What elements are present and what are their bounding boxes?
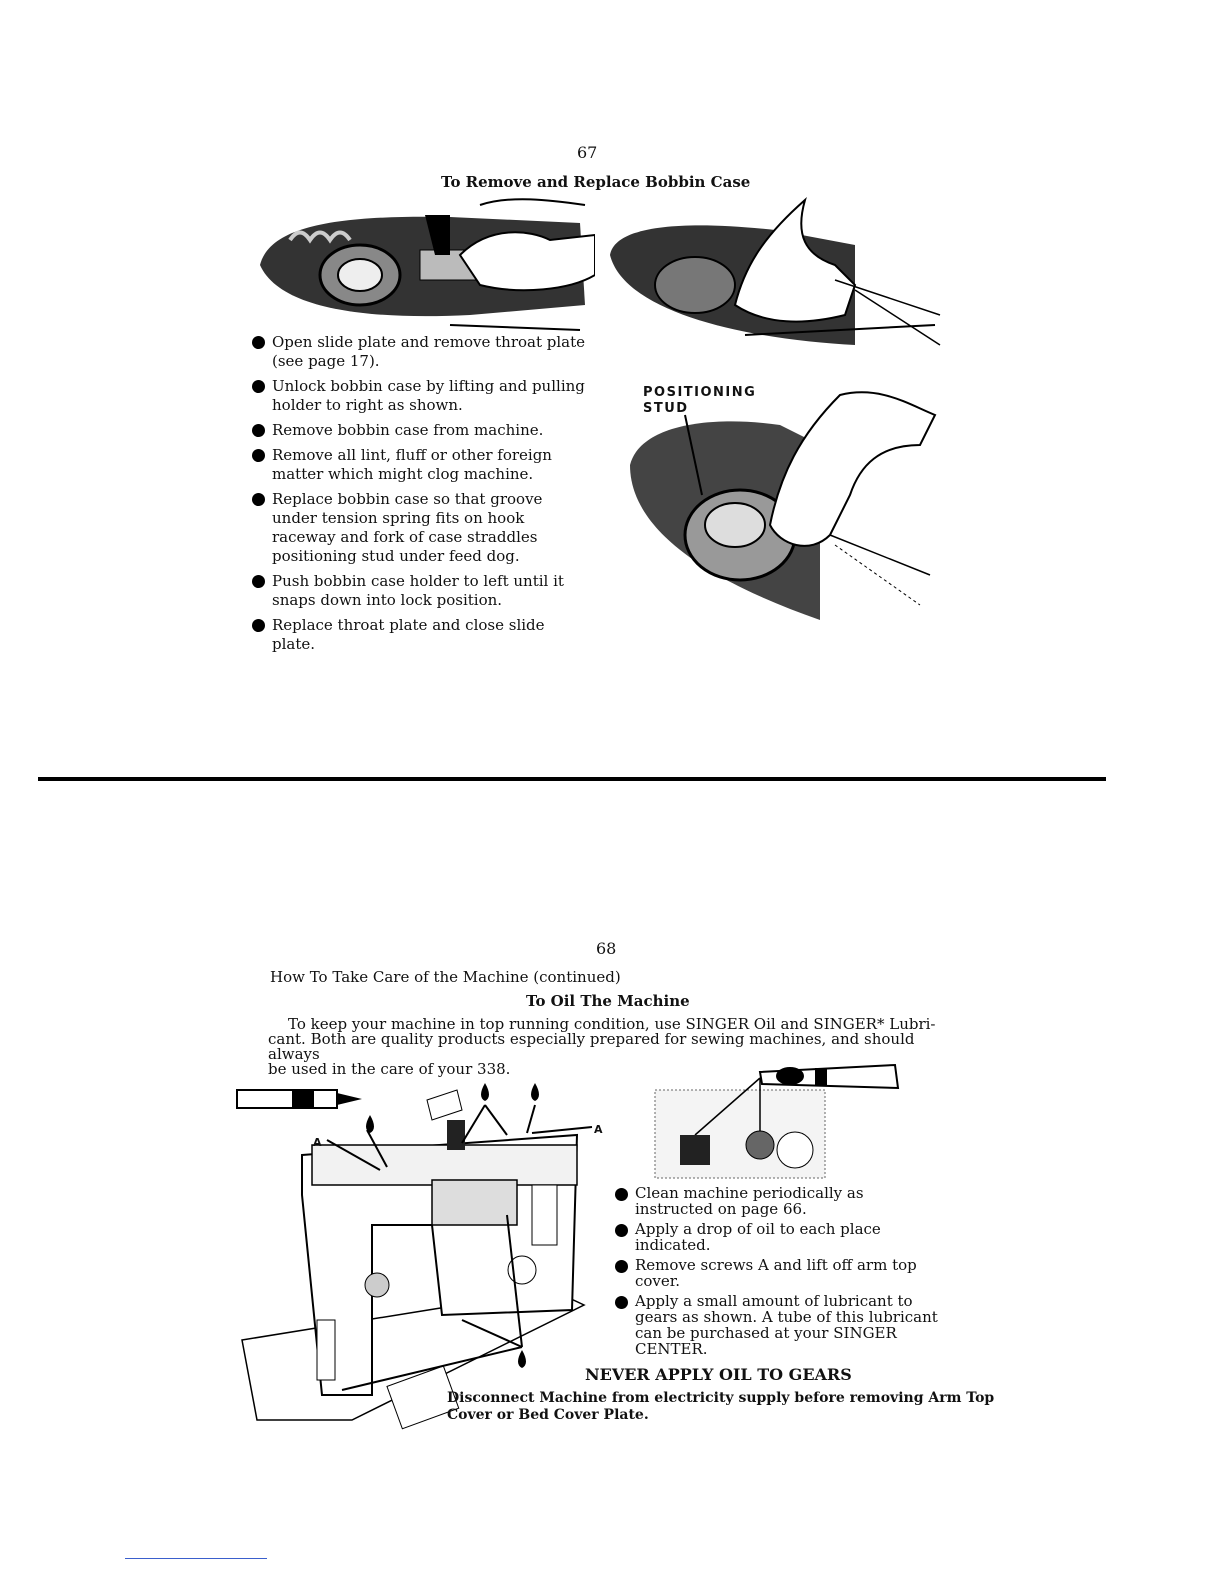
oil-can-icon	[237, 1090, 362, 1108]
lubricant-tube-icon	[760, 1065, 898, 1088]
page-67-title: To Remove and Replace Bobbin Case	[441, 173, 751, 191]
list-item: Apply a small amount of lubricant to gears as shown. A tube of this lubricant can be purchased at your SINGER CENTER.	[615, 1293, 940, 1357]
page-67-steps	[252, 333, 587, 660]
section-heading: How To Take Care of the Machine (continued)	[270, 968, 621, 986]
page-68-steps	[615, 1185, 940, 1361]
list-item: Apply a drop of oil to each place indicated.	[615, 1221, 940, 1253]
list-item: Push bobbin case holder to left until it snaps down into lock position.	[252, 572, 587, 610]
gears-lubricant-illustration	[650, 1060, 905, 1180]
sewing-machine-illustration	[232, 1075, 602, 1435]
footer-rule	[125, 1558, 267, 1559]
intro-paragraph: To keep your machine in top running condition, use SINGER Oil and SINGER* Lubri- cant. Both are quality products especially prepared for sewing machines, and should always be used in the care of your 338.	[268, 1015, 936, 1078]
list-item: Remove bobbin case from machine.	[252, 421, 587, 440]
list-item: Unlock bobbin case by lifting and pulling holder to right as shown.	[252, 377, 587, 415]
list-item: Replace bobbin case so that groove under tension spring fits on hook raceway and fork of case straddles positioning stud under feed dog.	[252, 490, 587, 566]
page-68-title: To Oil The Machine	[526, 992, 690, 1010]
list-item: Replace throat plate and close slide plate.	[252, 616, 587, 654]
bobbin-case-illustration-3	[620, 385, 940, 625]
list-item: Clean machine periodically as instructed on page 66.	[615, 1185, 940, 1217]
list-item: Open slide plate and remove throat plate (see page 17).	[252, 333, 587, 371]
label-a-left: A	[313, 1136, 322, 1149]
list-item: Remove screws A and lift off arm top cover.	[615, 1257, 940, 1289]
page-number-68: 68	[596, 939, 617, 958]
bobbin-case-illustration-2	[605, 195, 945, 370]
list-item: Remove all lint, fluff or other foreign matter which might clog machine.	[252, 446, 587, 484]
label-a-right: A	[594, 1123, 603, 1136]
disconnect-notice: Disconnect Machine from electricity supply before removing Arm Top Cover or Bed Cover Plate.	[447, 1390, 995, 1423]
bobbin-case-illustration-1	[250, 195, 595, 340]
positioning-stud-label: POSITIONING STUD	[643, 385, 757, 416]
warning-text: NEVER APPLY OIL TO GEARS	[585, 1365, 852, 1384]
page-number-67: 67	[577, 143, 598, 162]
page-divider	[38, 777, 1106, 781]
